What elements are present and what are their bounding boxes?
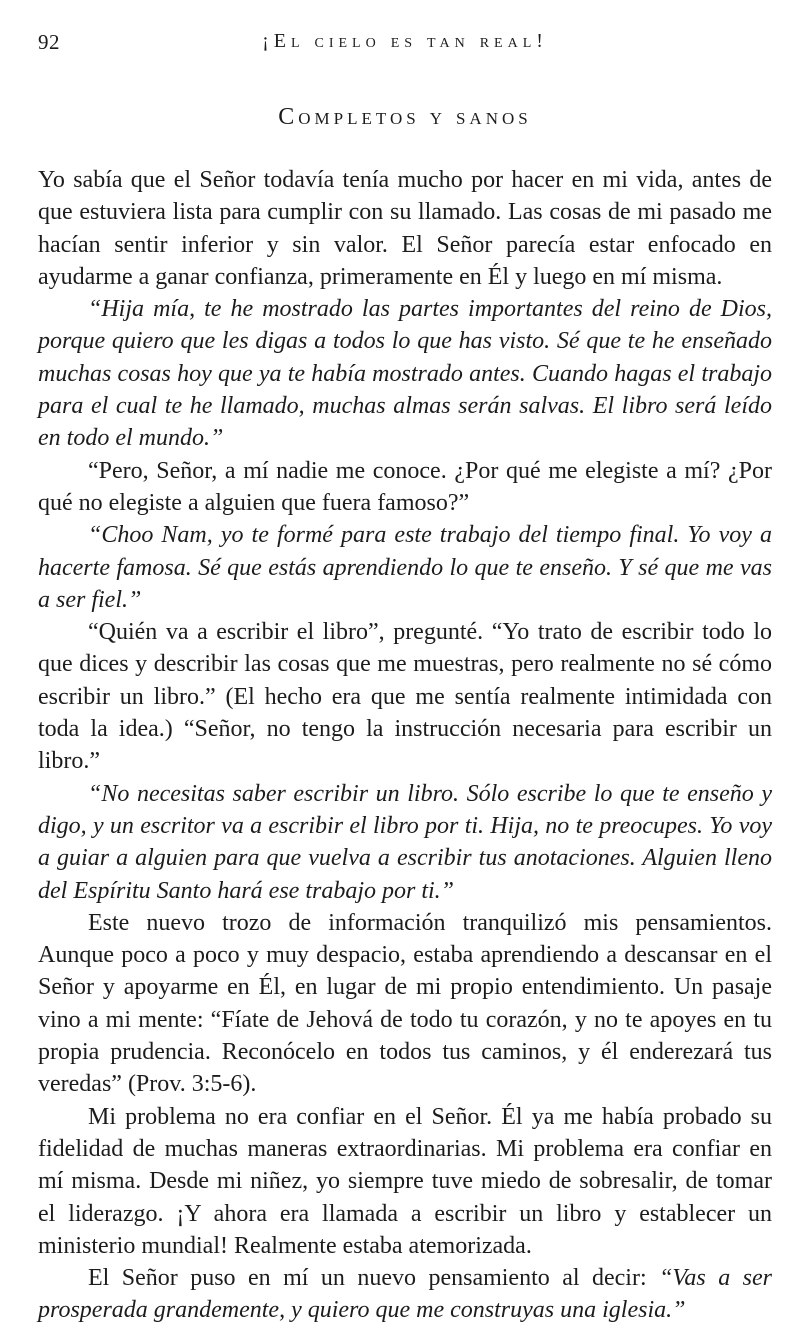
paragraph-8: [38, 1101, 772, 1262]
paragraph-8-text: Mi problema no era confiar en el Señor. Él ya me había probado su fidelidad de muchas maneras extraordinarias. Mi problema era confiar en mí misma. Desde mi niñez, yo siempre tuve miedo de sobresalir, de tomar el liderazgo. ¡Y ahora era llamada a escribir un libro y establecer un ministerio mundial! Realmente estaba atemorizada.: [38, 1103, 772, 1259]
paragraph-1-text: Yo sabía que el Señor todavía tenía mucho por hacer en mi vida, antes de que estuviera lista para cumplir con su llamado. Las cosas de mi pasado me hacían sentir inferior y sin valor. El Señor parecía estar enfocado en ayudarme a ganar confianza, primeramente en Él y luego en mí misma.: [38, 167, 772, 290]
paragraph-9: [38, 1262, 772, 1327]
paragraph-4-text: “Choo Nam, yo te formé para este trabajo del tiempo final. Yo voy a hacerte famosa. Sé que estás aprendiendo lo que te enseño. Y sé que me vas a ser fiel.”: [38, 522, 772, 613]
paragraph-3: [38, 455, 772, 520]
book-title: ¡El cielo es tan real!: [262, 30, 548, 52]
paragraph-3-text: “Pero, Señor, a mí nadie me conoce. ¿Por qué me elegiste a mí? ¿Por qué no elegiste a alguien que fuera famoso?”: [38, 457, 772, 516]
paragraph-6-text: “No necesitas saber escribir un libro. Sólo escribe lo que te enseño y digo, y un escritor va a escribir el libro por ti. Hija, no te preocupes. Yo voy a guiar a alguien para que vuelva a escribir tus anotaciones. Alguien lleno del Espíritu Santo hará ese trabajo por ti.”: [38, 780, 772, 904]
paragraph-9-quote: “Vas a ser prosperada grandemente, y quiero que me construyas una iglesia.”: [38, 1265, 772, 1324]
paragraph-2-text: “Hija mía, te he mostrado las partes importantes del reino de Dios, porque quiero que les digas a todos lo que has visto. Sé que te he enseñado muchas cosas hoy que ya te había mostrado antes. Cuando hagas el trabajo para el cual te he llamado, muchas almas serán salvas. El libro será leído en todo el mundo.”: [38, 296, 772, 452]
paragraph-4: [38, 519, 772, 616]
paragraph-9-text: El Señor puso en mí un nuevo pensamiento al decir:: [88, 1265, 660, 1292]
paragraph-5: [38, 616, 772, 777]
paragraph-1: [38, 164, 772, 293]
paragraph-7-text: Este nuevo trozo de información tranquilizó mis pensamientos. Aunque poco a poco y muy despacio, estaba aprendiendo a descansar en el Señor y apoyarme en Él, en lugar de mi propio entendimiento. Un pasaje vino a mi mente: “Fíate de Jehová de todo tu corazón, y no te apoyes en tu propia prudencia. Reconócelo en todos tus caminos, y él enderezará tus veredas” (Prov. 3:5-6).: [38, 909, 772, 1098]
body-text: [38, 164, 772, 1327]
paragraph-6: [38, 778, 772, 907]
page-number: 92: [38, 30, 60, 54]
paragraph-2: [38, 293, 772, 454]
paragraph-5-text: “Quién va a escribir el libro”, pregunté. “Yo trato de escribir todo lo que dices y describir las cosas que me muestras, pero realmente no sé cómo escribir un libro.” (El hecho era que me sentía realmente intimidada con toda la idea.) “Señor, no tengo la instrucción necesaria para escribir un libro.”: [38, 619, 772, 775]
paragraph-7: [38, 907, 772, 1101]
running-header: [38, 30, 772, 60]
chapter-title: Completos y sanos: [278, 104, 532, 130]
